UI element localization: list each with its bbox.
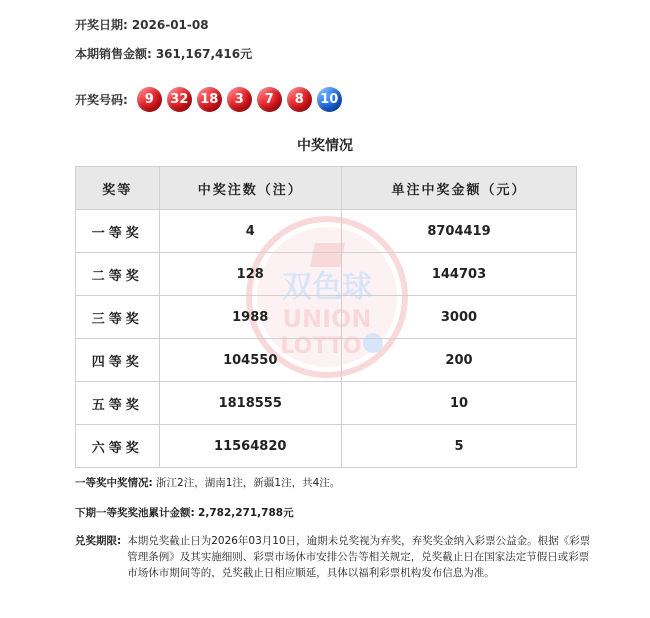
amount-cell: 144703 [341, 253, 576, 296]
tier-cell: 二等奖 [76, 253, 160, 296]
tier-cell: 一等奖 [76, 210, 160, 253]
winning-numbers-row [75, 86, 342, 112]
claim-deadline-label: 兑奖期限: [75, 535, 122, 547]
sales-amount-value: 361,167,416元 [155, 47, 253, 61]
blue-ball: 10 [317, 87, 342, 112]
tier-cell: 六等奖 [76, 425, 160, 468]
tier-cell: 五等奖 [76, 382, 160, 425]
draw-date-value: 2026-01-08 [131, 18, 209, 32]
claim-deadline-note [75, 533, 595, 581]
col-header-amount: 单注中奖金额（元） [341, 167, 576, 210]
table-row [76, 210, 577, 253]
sales-amount-label: 本期销售金额: [75, 47, 152, 61]
first-prize-winners-text: 浙江2注，湖南1注，新疆1注，共4注。 [156, 477, 341, 489]
count-cell: 128 [159, 253, 341, 296]
red-ball: 18 [197, 87, 222, 112]
table-row [76, 425, 577, 468]
red-ball: 9 [137, 87, 162, 112]
col-header-count: 中奖注数（注） [159, 167, 341, 210]
red-ball: 3 [227, 87, 252, 112]
winning-numbers-label: 开奖号码: [75, 92, 128, 107]
sales-amount-row [75, 45, 252, 62]
amount-cell: 10 [341, 382, 576, 425]
section-title: 中奖情况 [297, 138, 353, 154]
tier-cell: 三等奖 [76, 296, 160, 339]
watermark-cn-text: 双色球 [282, 270, 372, 305]
jackpot-pool-label: 下期一等奖奖池累计金额: [75, 507, 195, 519]
jackpot-pool-value: 2,782,271,788元 [198, 507, 294, 519]
jackpot-pool-note [75, 505, 294, 520]
draw-date-label: 开奖日期: [75, 18, 128, 32]
first-prize-winners-note [75, 475, 340, 490]
claim-deadline-text: 本期兑奖截止日为2026年03月10日，逾期未兑奖视为弃奖，弃奖奖金纳入彩票公益金。根据《彩票管理条例》及其实施细则、彩票市场休市安排公告等相关规定，兑奖截止日在国家法定节假日或彩票市场休市期间等的，兑奖截止日相应顺延，具体以福利彩票机构发布信息为准。 [127, 535, 591, 579]
watermark-en-text-2: LOTTO [280, 334, 362, 359]
count-cell: 104550 [159, 339, 341, 382]
amount-cell: 8704419 [341, 210, 576, 253]
prize-table [75, 166, 577, 468]
draw-date-row [75, 16, 209, 33]
red-ball: 7 [257, 87, 282, 112]
table-row [76, 253, 577, 296]
red-ball: 8 [287, 87, 312, 112]
amount-cell: 5 [341, 425, 576, 468]
amount-cell: 3000 [341, 296, 576, 339]
first-prize-winners-label: 一等奖中奖情况: [75, 477, 153, 489]
tier-cell: 四等奖 [76, 339, 160, 382]
table-row [76, 382, 577, 425]
red-ball: 32 [167, 87, 192, 112]
count-cell: 1988 [159, 296, 341, 339]
count-cell: 1818555 [159, 382, 341, 425]
count-cell: 4 [159, 210, 341, 253]
amount-cell: 200 [341, 339, 576, 382]
table-row [76, 296, 577, 339]
watermark-en-text-1: UNION [282, 305, 372, 333]
count-cell: 11564820 [159, 425, 341, 468]
col-header-tier: 奖等 [76, 167, 160, 210]
winning-numbers [137, 87, 342, 112]
table-header-row [76, 167, 577, 210]
table-row [76, 339, 577, 382]
